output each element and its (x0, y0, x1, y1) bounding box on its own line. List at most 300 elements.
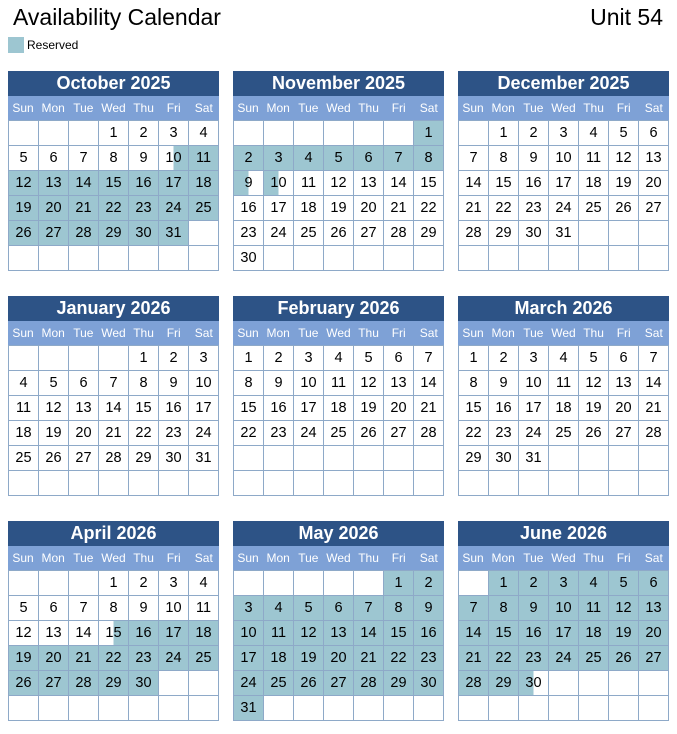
day-cell (414, 196, 444, 221)
day-number: 13 (75, 400, 92, 416)
weekday-label: Wed (101, 101, 126, 115)
day-cell (189, 421, 219, 446)
day-cell (579, 346, 609, 371)
day-cell (99, 196, 129, 221)
day-cell (459, 446, 489, 471)
day-cell (129, 646, 159, 671)
day-number: 5 (589, 350, 598, 366)
day-number: 16 (495, 400, 512, 416)
unit-label: Unit 54 (590, 4, 663, 30)
day-cell (384, 346, 414, 371)
day-number: 4 (199, 575, 208, 591)
empty-day-cell (414, 696, 444, 721)
empty-day-cell (264, 446, 294, 471)
day-number: 27 (45, 675, 62, 691)
weekday-label: Mon (41, 101, 65, 115)
day-cell (99, 121, 129, 146)
day-cell (489, 221, 519, 246)
weekday-label: Sun (12, 551, 34, 565)
day-number: 6 (619, 350, 628, 366)
day-number: 3 (559, 575, 568, 591)
day-number: 13 (645, 600, 662, 616)
day-number: 22 (105, 650, 122, 666)
empty-day-cell (354, 121, 384, 146)
day-number: 8 (499, 600, 508, 616)
day-number: 13 (645, 150, 662, 166)
day-number: 19 (15, 650, 32, 666)
day-cell (9, 146, 39, 171)
day-cell (69, 646, 99, 671)
day-number: 12 (360, 375, 377, 391)
day-number: 21 (420, 400, 437, 416)
empty-day-cell (384, 471, 414, 496)
day-cell (39, 146, 69, 171)
weekday-label: Sun (237, 326, 259, 340)
day-cell (264, 346, 294, 371)
day-cell (609, 646, 639, 671)
day-cell (384, 221, 414, 246)
day-cell (489, 121, 519, 146)
weekday-label: Tue (73, 326, 94, 340)
day-cell (159, 446, 189, 471)
day-cell (324, 346, 354, 371)
empty-day-cell (294, 471, 324, 496)
day-number: 3 (304, 350, 313, 366)
empty-day-cell (39, 246, 69, 271)
day-number: 23 (270, 425, 287, 441)
day-cell (129, 221, 159, 246)
empty-day-cell (609, 446, 639, 471)
day-cell (294, 146, 324, 171)
day-cell (639, 646, 669, 671)
empty-day-cell (549, 696, 579, 721)
day-cell (519, 671, 549, 696)
day-cell (99, 171, 129, 196)
day-number: 20 (615, 400, 632, 416)
day-number: 10 (195, 375, 212, 391)
month-title: February 2026 (233, 296, 444, 321)
day-cell (384, 396, 414, 421)
weekday-label: Tue (523, 101, 544, 115)
day-cell (294, 346, 324, 371)
empty-day-cell (489, 471, 519, 496)
day-number: 30 (240, 250, 257, 266)
day-cell (414, 621, 444, 646)
day-cell (264, 396, 294, 421)
day-cell (9, 421, 39, 446)
day-cell (99, 596, 129, 621)
day-number: 22 (390, 650, 407, 666)
weekday-label: Wed (101, 551, 126, 565)
day-number: 28 (105, 450, 122, 466)
day-number: 14 (645, 375, 662, 391)
day-number: 5 (19, 600, 28, 616)
weekday-label: Sat (644, 551, 663, 565)
empty-day-cell (69, 246, 99, 271)
day-number: 6 (79, 375, 88, 391)
day-number: 17 (300, 400, 317, 416)
weekday-label: Fri (391, 326, 406, 340)
day-number: 28 (420, 425, 437, 441)
day-grid (8, 120, 219, 271)
weekday-label: Thu (133, 326, 154, 340)
day-number: 14 (390, 175, 407, 191)
day-cell (129, 571, 159, 596)
weekday-label: Tue (523, 326, 544, 340)
day-cell (384, 621, 414, 646)
day-number: 24 (300, 425, 317, 441)
day-number: 23 (135, 650, 152, 666)
day-cell (69, 196, 99, 221)
day-cell (69, 221, 99, 246)
day-number: 24 (270, 225, 287, 241)
day-cell (129, 171, 159, 196)
day-cell (99, 446, 129, 471)
day-cell (609, 421, 639, 446)
weekday-label: Mon (491, 551, 515, 565)
day-cell (519, 346, 549, 371)
day-number: 23 (420, 650, 437, 666)
empty-day-cell (189, 246, 219, 271)
day-cell (129, 196, 159, 221)
day-cell (234, 696, 264, 721)
empty-day-cell (519, 246, 549, 271)
empty-day-cell (459, 696, 489, 721)
day-cell (414, 171, 444, 196)
day-number: 25 (300, 225, 317, 241)
day-number: 3 (529, 350, 538, 366)
day-number: 12 (615, 150, 632, 166)
day-number: 7 (394, 150, 403, 166)
day-number: 12 (15, 625, 32, 641)
day-cell (549, 146, 579, 171)
empty-day-cell (9, 471, 39, 496)
day-number: 13 (330, 625, 347, 641)
day-number: 18 (300, 200, 317, 216)
weekday-label: Thu (133, 101, 154, 115)
empty-day-cell (639, 671, 669, 696)
day-number: 12 (15, 175, 32, 191)
day-number: 30 (495, 450, 512, 466)
day-number: 2 (499, 350, 508, 366)
weekday-label: Wed (101, 326, 126, 340)
day-cell (489, 171, 519, 196)
weekday-label: Sat (419, 326, 438, 340)
empty-day-cell (609, 246, 639, 271)
weekday-label: Mon (266, 551, 290, 565)
day-number: 16 (135, 625, 152, 641)
day-cell (384, 596, 414, 621)
day-number: 30 (525, 225, 542, 241)
day-number: 2 (244, 150, 253, 166)
empty-day-cell (99, 471, 129, 496)
day-number: 7 (469, 150, 478, 166)
day-cell (609, 371, 639, 396)
weekday-row (233, 321, 444, 345)
empty-day-cell (324, 121, 354, 146)
day-cell (519, 421, 549, 446)
day-cell (324, 596, 354, 621)
day-number: 5 (334, 150, 343, 166)
day-number: 6 (649, 575, 658, 591)
empty-day-cell (354, 246, 384, 271)
day-number: 27 (645, 650, 662, 666)
day-number: 5 (364, 350, 373, 366)
day-number: 16 (165, 400, 182, 416)
day-cell (489, 346, 519, 371)
day-number: 9 (529, 600, 538, 616)
day-cell (639, 121, 669, 146)
day-number: 15 (105, 175, 122, 191)
empty-day-cell (639, 446, 669, 471)
day-number: 29 (495, 675, 512, 691)
day-cell (414, 121, 444, 146)
day-number: 6 (394, 350, 403, 366)
day-number: 1 (109, 125, 118, 141)
day-cell (579, 396, 609, 421)
day-number: 22 (465, 425, 482, 441)
day-cell (459, 146, 489, 171)
weekday-label: Tue (73, 551, 94, 565)
day-cell (294, 421, 324, 446)
weekday-label: Fri (166, 101, 181, 115)
month-title: March 2026 (458, 296, 669, 321)
day-number: 5 (619, 575, 628, 591)
day-cell (234, 371, 264, 396)
day-cell (459, 171, 489, 196)
day-cell (39, 671, 69, 696)
empty-day-cell (264, 696, 294, 721)
day-number: 15 (390, 625, 407, 641)
day-number: 10 (525, 375, 542, 391)
day-cell (99, 421, 129, 446)
day-cell (639, 621, 669, 646)
day-number: 23 (525, 200, 542, 216)
empty-day-cell (39, 696, 69, 721)
day-cell (489, 596, 519, 621)
day-number: 31 (165, 225, 182, 241)
month-calendar (233, 521, 444, 721)
weekday-label: Tue (73, 101, 94, 115)
day-cell (129, 396, 159, 421)
day-cell (354, 621, 384, 646)
day-cell (489, 146, 519, 171)
day-cell (519, 396, 549, 421)
empty-day-cell (639, 696, 669, 721)
empty-day-cell (579, 671, 609, 696)
day-number: 21 (105, 425, 122, 441)
day-number: 8 (499, 150, 508, 166)
empty-day-cell (9, 346, 39, 371)
day-cell (459, 371, 489, 396)
day-number: 19 (615, 625, 632, 641)
day-cell (9, 371, 39, 396)
empty-day-cell (69, 571, 99, 596)
weekday-label: Mon (266, 326, 290, 340)
day-number: 14 (465, 625, 482, 641)
day-cell (384, 371, 414, 396)
empty-day-cell (549, 671, 579, 696)
day-cell (9, 671, 39, 696)
day-cell (609, 121, 639, 146)
weekday-row (8, 96, 219, 120)
day-cell (489, 421, 519, 446)
day-number: 19 (45, 425, 62, 441)
day-number: 19 (360, 400, 377, 416)
empty-day-cell (384, 696, 414, 721)
day-cell (519, 171, 549, 196)
day-cell (354, 146, 384, 171)
weekday-label: Thu (358, 326, 379, 340)
empty-day-cell (459, 121, 489, 146)
day-cell (639, 421, 669, 446)
day-number: 22 (495, 200, 512, 216)
day-number: 23 (165, 425, 182, 441)
day-number: 14 (75, 175, 92, 191)
day-number: 25 (585, 200, 602, 216)
day-number: 21 (390, 200, 407, 216)
day-cell (324, 421, 354, 446)
empty-day-cell (129, 471, 159, 496)
day-number: 27 (330, 675, 347, 691)
day-cell (129, 596, 159, 621)
empty-day-cell (519, 696, 549, 721)
day-number: 15 (105, 625, 122, 641)
day-number: 21 (645, 400, 662, 416)
day-cell (264, 171, 294, 196)
day-cell (234, 346, 264, 371)
empty-day-cell (324, 246, 354, 271)
day-number: 28 (75, 225, 92, 241)
empty-day-cell (459, 471, 489, 496)
day-grid (8, 345, 219, 496)
day-cell (294, 196, 324, 221)
day-number: 24 (555, 650, 572, 666)
day-cell (264, 146, 294, 171)
day-cell (159, 421, 189, 446)
day-cell (384, 646, 414, 671)
day-number: 2 (139, 125, 148, 141)
day-number: 6 (334, 600, 343, 616)
empty-day-cell (639, 221, 669, 246)
day-number: 16 (270, 400, 287, 416)
day-cell (549, 121, 579, 146)
day-cell (489, 446, 519, 471)
day-number: 4 (334, 350, 343, 366)
day-cell (159, 171, 189, 196)
day-grid (233, 345, 444, 496)
day-cell (159, 346, 189, 371)
empty-day-cell (99, 346, 129, 371)
day-cell (234, 646, 264, 671)
empty-day-cell (159, 471, 189, 496)
day-number: 8 (469, 375, 478, 391)
day-number: 7 (649, 350, 658, 366)
day-cell (609, 396, 639, 421)
day-number: 28 (465, 225, 482, 241)
weekday-label: Thu (583, 551, 604, 565)
day-number: 18 (195, 175, 212, 191)
empty-day-cell (294, 571, 324, 596)
legend-swatch (8, 37, 24, 53)
day-cell (9, 621, 39, 646)
weekday-label: Fri (166, 551, 181, 565)
day-number: 26 (15, 675, 32, 691)
day-number: 30 (135, 675, 152, 691)
day-number: 14 (360, 625, 377, 641)
day-number: 30 (525, 675, 542, 691)
day-number: 9 (139, 600, 148, 616)
weekday-label: Sun (462, 551, 484, 565)
empty-day-cell (414, 246, 444, 271)
day-cell (234, 196, 264, 221)
day-number: 3 (244, 600, 253, 616)
empty-day-cell (39, 121, 69, 146)
day-cell (609, 346, 639, 371)
day-cell (354, 196, 384, 221)
day-number: 17 (555, 175, 572, 191)
empty-day-cell (99, 696, 129, 721)
empty-day-cell (609, 671, 639, 696)
day-cell (99, 146, 129, 171)
legend (8, 37, 78, 53)
day-cell (294, 221, 324, 246)
empty-day-cell (234, 446, 264, 471)
day-number: 4 (589, 575, 598, 591)
empty-day-cell (234, 121, 264, 146)
day-number: 19 (585, 400, 602, 416)
empty-day-cell (39, 346, 69, 371)
day-number: 20 (360, 200, 377, 216)
day-cell (189, 596, 219, 621)
day-cell (459, 646, 489, 671)
month-title: January 2026 (8, 296, 219, 321)
empty-day-cell (294, 446, 324, 471)
day-number: 29 (105, 675, 122, 691)
empty-day-cell (294, 246, 324, 271)
day-number: 8 (109, 150, 118, 166)
day-number: 6 (49, 150, 58, 166)
day-number: 15 (465, 400, 482, 416)
day-cell (294, 621, 324, 646)
day-cell (519, 621, 549, 646)
day-cell (39, 396, 69, 421)
day-number: 5 (49, 375, 58, 391)
empty-day-cell (579, 696, 609, 721)
day-cell (639, 571, 669, 596)
weekday-label: Sun (462, 101, 484, 115)
day-cell (414, 396, 444, 421)
day-number: 1 (244, 350, 253, 366)
day-cell (99, 221, 129, 246)
weekday-row (458, 546, 669, 570)
empty-day-cell (489, 246, 519, 271)
day-number: 17 (240, 650, 257, 666)
empty-day-cell (609, 471, 639, 496)
day-cell (579, 121, 609, 146)
day-number: 4 (199, 125, 208, 141)
day-number: 25 (270, 675, 287, 691)
day-cell (264, 421, 294, 446)
day-cell (519, 571, 549, 596)
day-cell (189, 196, 219, 221)
day-number: 19 (330, 200, 347, 216)
empty-day-cell (39, 571, 69, 596)
day-cell (69, 396, 99, 421)
day-cell (519, 646, 549, 671)
day-cell (189, 621, 219, 646)
day-number: 19 (300, 650, 317, 666)
